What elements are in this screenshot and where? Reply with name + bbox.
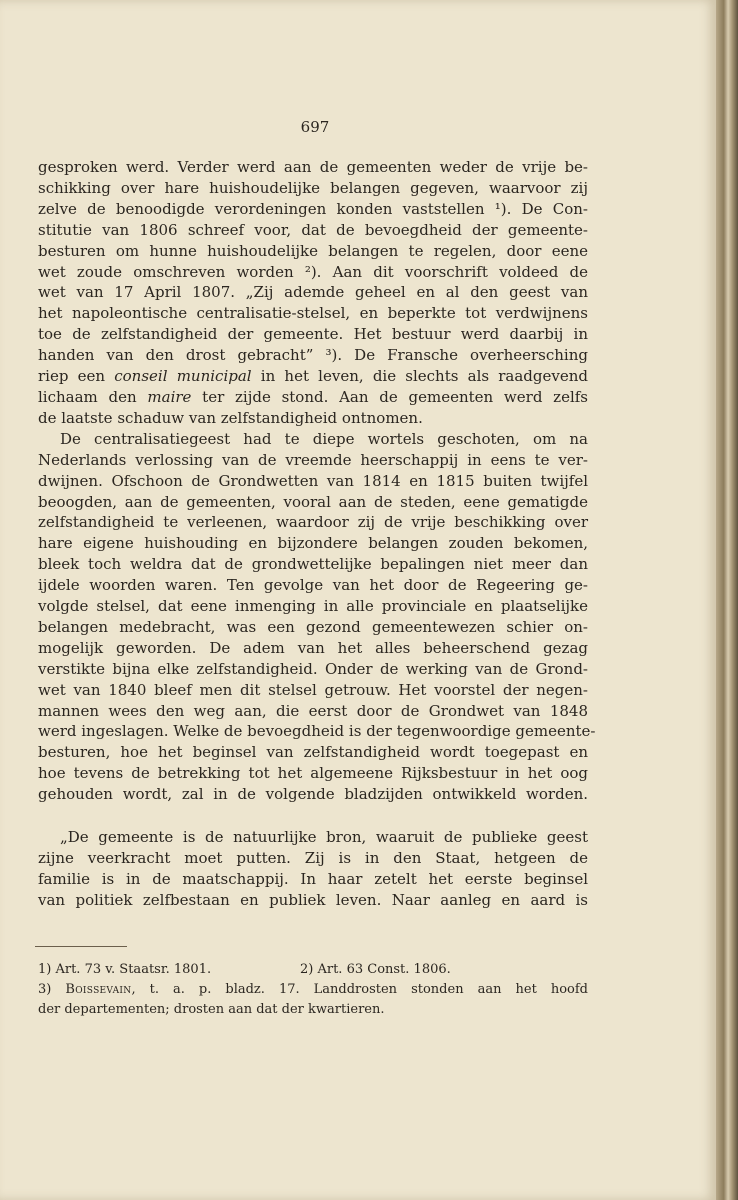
footnote-divider: [35, 946, 127, 947]
text-line: Nederlands verlossing van de vreemde heerschappij in eens te ver-: [38, 450, 588, 469]
text-line: verstikte bijna elke zelfstandigheid. Onder de werking van de Grond-: [38, 659, 588, 678]
footnote-3-line-1: [38, 980, 588, 1000]
text-line: besturen om hunne huishoudelijke belangen te regelen, door eene: [38, 241, 588, 260]
text-line: volgde stelsel, dat eene inmenging in alle provinciale en plaatselijke: [38, 597, 588, 616]
text-line: gehouden wordt, zal in de volgende bladzijden ontwikkeld worden.: [38, 785, 588, 804]
text-line: zijne veerkracht moet putten. Zij is in den Staat, hetgeen de: [38, 849, 588, 867]
text-line: riep een conseil municipal in het leven, die slechts als raadgevend: [38, 367, 589, 386]
footnote-1: 1) Art. 73 v. Staatsr. 1801.: [38, 962, 212, 977]
footnote-2: 2) Art. 63 Const. 1806.: [300, 962, 451, 977]
footnotes: [38, 960, 588, 1020]
text-line: zelve de benoodigde verordeningen konden vaststellen ¹). De Con-: [38, 199, 588, 218]
text-line: lichaam den maire ter zijde stond. Aan de gemeenten werd zelfs: [38, 387, 588, 406]
page-number: 697: [300, 118, 330, 136]
text-line: het napoleontische centralisatie-stelsel, en beperkte tot verdwijnens: [38, 304, 588, 323]
footnote-3-marker: 3): [38, 982, 66, 997]
footnote-row: [38, 960, 588, 980]
text-line: mogelijk geworden. De adem van het alles beheerschend gezag: [38, 638, 588, 657]
paragraph: [38, 827, 588, 911]
italic-phrase: conseil municipal: [114, 367, 252, 386]
text-line: schikking over hare huishoudelijke belangen gegeven, waarvoor zij: [38, 178, 588, 197]
text-line: dwijnen. Ofschoon de Grondwetten van 1814 en 1815 buiten twijfel: [38, 471, 588, 490]
text-line: mannen wees den weg aan, die eerst door de Grondwet van 1848: [38, 701, 588, 720]
text-line: bleek toch weldra dat de grondwettelijke bepalingen niet meer dan: [38, 555, 588, 574]
text-line: beoogden, aan de gemeenten, vooral aan de steden, eene gematigde: [38, 492, 588, 511]
footnote-3-line-2: der departementen; drosten aan dat der kwartieren.: [38, 1002, 385, 1017]
text-line: besturen, hoe het beginsel van zelfstandigheid wordt toegepast en: [38, 743, 588, 762]
footnote-3-text: , t. a. p. bladz. 17. Landdrosten stonden aan het hoofd: [131, 982, 588, 997]
text-line: zelfstandigheid te verleenen, waardoor zij de vrije beschikking over: [38, 513, 588, 532]
text-line: wet zoude omschreven worden ²). Aan dit voorschrift voldeed de: [38, 262, 588, 281]
text-line: belangen medebracht, was een gezond gemeentewezen schier on-: [38, 617, 588, 636]
paragraph: [38, 157, 588, 429]
text-line: gesproken werd. Verder werd aan de gemeenten weder de vrije be-: [38, 158, 588, 176]
text-line: van politiek zelfbestaan en publiek leven. Naar aanleg en aard is: [38, 890, 588, 909]
text-line: ijdele woorden waren. Ten gevolge van het door de Regeering ge-: [38, 576, 588, 595]
italic-phrase: maire: [147, 387, 192, 406]
paragraph-gap: [38, 805, 588, 827]
text-line: hoe tevens de betrekking tot het algemeene Rijksbestuur in het oog: [38, 764, 588, 783]
text-line: de laatste schaduw van zelfstandigheid ontnomen.: [38, 408, 423, 427]
text-line: familie is in de maatschappij. In haar zetelt het eerste beginsel: [38, 869, 588, 888]
text-line: hare eigene huishouding en bijzondere belangen zouden bekomen,: [38, 534, 588, 553]
text-line: De centralisatiegeest had te diepe wortels geschoten, om na: [60, 429, 588, 448]
text-line: stitutie van 1806 schreef voor, dat de bevoegdheid der gemeente-: [38, 220, 588, 239]
main-text: [38, 157, 596, 911]
text-line: „De gemeente is de natuurlijke bron, waaruit de publieke geest: [60, 828, 588, 847]
paragraph: [38, 429, 596, 805]
text-line: werd ingeslagen. Welke de bevoegdheid is der tegenwoordige gemeente-: [38, 722, 596, 741]
text-line: toe de zelfstandigheid der gemeente. Het bestuur werd daarbij in: [38, 325, 588, 344]
text-line: handen van den drost gebracht” ³). De Fransche overheersching: [38, 346, 588, 365]
book-page-edge: [716, 0, 738, 1200]
text-line: wet van 17 April 1807. „Zij ademde geheel en al den geest van: [38, 283, 588, 302]
text-line: wet van 1840 bleef men dit stelsel getrouw. Het voorstel der negen-: [38, 680, 588, 699]
footnote-3-author: Boissevain: [65, 982, 132, 997]
